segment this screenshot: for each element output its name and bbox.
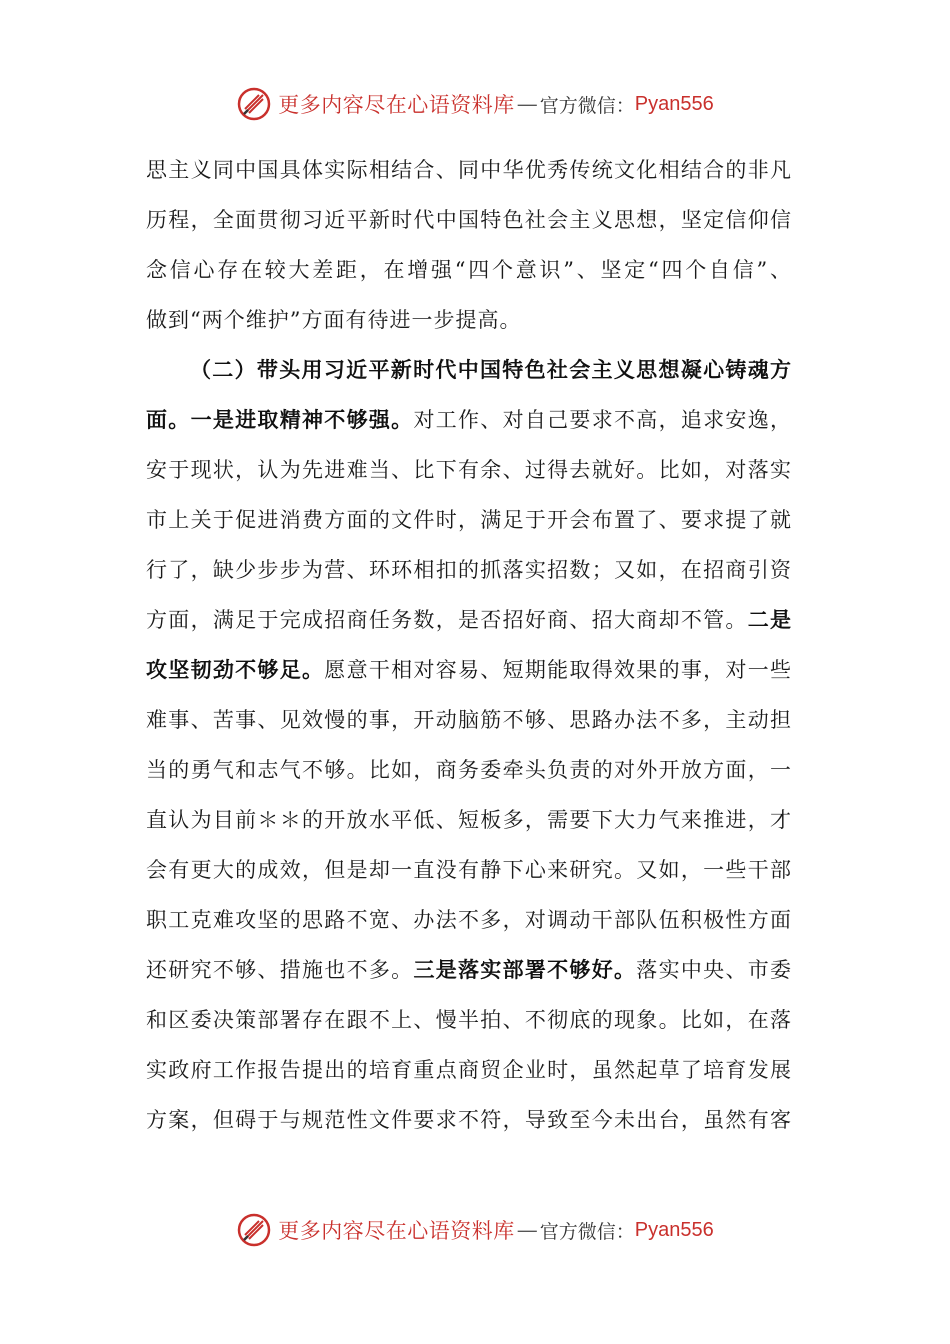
body-line: 市上关于促进消费方面的文件时，满足于开会布置了、要求提了就 <box>146 508 792 532</box>
body-line: 念信心存在较大差距，在增强“四个意识”、坚定“四个自信”、 <box>146 258 792 282</box>
section-heading-line: （二）带头用习近平新时代中国特色社会主义思想凝心铸魂方 <box>190 357 792 382</box>
footer-separator: — <box>516 1218 538 1242</box>
body-line: 方面，满足于完成招商任务数，是否招好商、招大商却不管。二是 <box>146 607 793 632</box>
footer-site-text: 更多内容尽在心语资料库 <box>278 1219 515 1243</box>
body-line: 方案，但碍于与规范性文件要求不符，导致至今未出台，虽然有客 <box>146 1108 792 1132</box>
body-line: 攻坚韧劲不够足。愿意干相对容易、短期能取得效果的事，对一些 <box>146 657 793 682</box>
body-line: 和区委决策部署存在跟不上、慢半拍、不彻底的现象。比如，在落 <box>146 1008 792 1032</box>
body-line: 做到“两个维护”方面有待进一步提高。 <box>146 308 522 332</box>
footer-wechat-label: 官方微信： <box>539 1220 635 1243</box>
body-line: 当的勇气和志气不够。比如，商务委牵头负责的对外开放方面，一 <box>146 758 792 782</box>
banner-wechat-id: Pyan556 <box>634 92 714 115</box>
banner-separator: — <box>516 92 538 116</box>
body-line: 难事、苦事、见效慢的事，开动脑筋不够、思路办法不多，主动担 <box>146 708 792 732</box>
footer-wechat-id: Pyan556 <box>634 1218 714 1241</box>
body-line: 行了，缺少步步为营、环环相扣的抓落实招数；又如，在招商引资 <box>146 558 792 582</box>
body-line: 职工克难攻坚的思路不宽、办法不多，对调动干部队伍积极性方面 <box>146 908 792 932</box>
body-line: 还研究不够、措施也不多。三是落实部署不够好。落实中央、市委 <box>146 957 793 982</box>
header-banner <box>0 84 950 124</box>
body-line: 安于现状，认为先进难当、比下有余、过得去就好。比如，对落实 <box>146 458 792 482</box>
body-line: 实政府工作报告提出的培育重点商贸企业时，虽然起草了培育发展 <box>146 1058 792 1082</box>
quill-logo-icon <box>236 86 272 122</box>
body-line: 历程，全面贯彻习近平新时代中国特色社会主义思想，坚定信仰信 <box>146 208 792 232</box>
quill-logo-icon <box>236 1212 272 1248</box>
document-body <box>146 150 792 1150</box>
banner-wechat-label: 官方微信： <box>539 94 635 117</box>
body-line: 面。一是进取精神不够强。对工作、对自己要求不高，追求安逸， <box>146 407 793 432</box>
banner-site-text: 更多内容尽在心语资料库 <box>278 93 515 117</box>
body-line: 会有更大的成效，但是却一直没有静下心来研究。又如，一些干部 <box>146 858 792 882</box>
body-line: 直认为目前＊＊的开放水平低、短板多，需要下大力气来推进，才 <box>146 808 792 832</box>
footer-banner <box>0 1210 950 1250</box>
body-line: 思主义同中国具体实际相结合、同中华优秀传统文化相结合的非凡 <box>146 158 792 182</box>
